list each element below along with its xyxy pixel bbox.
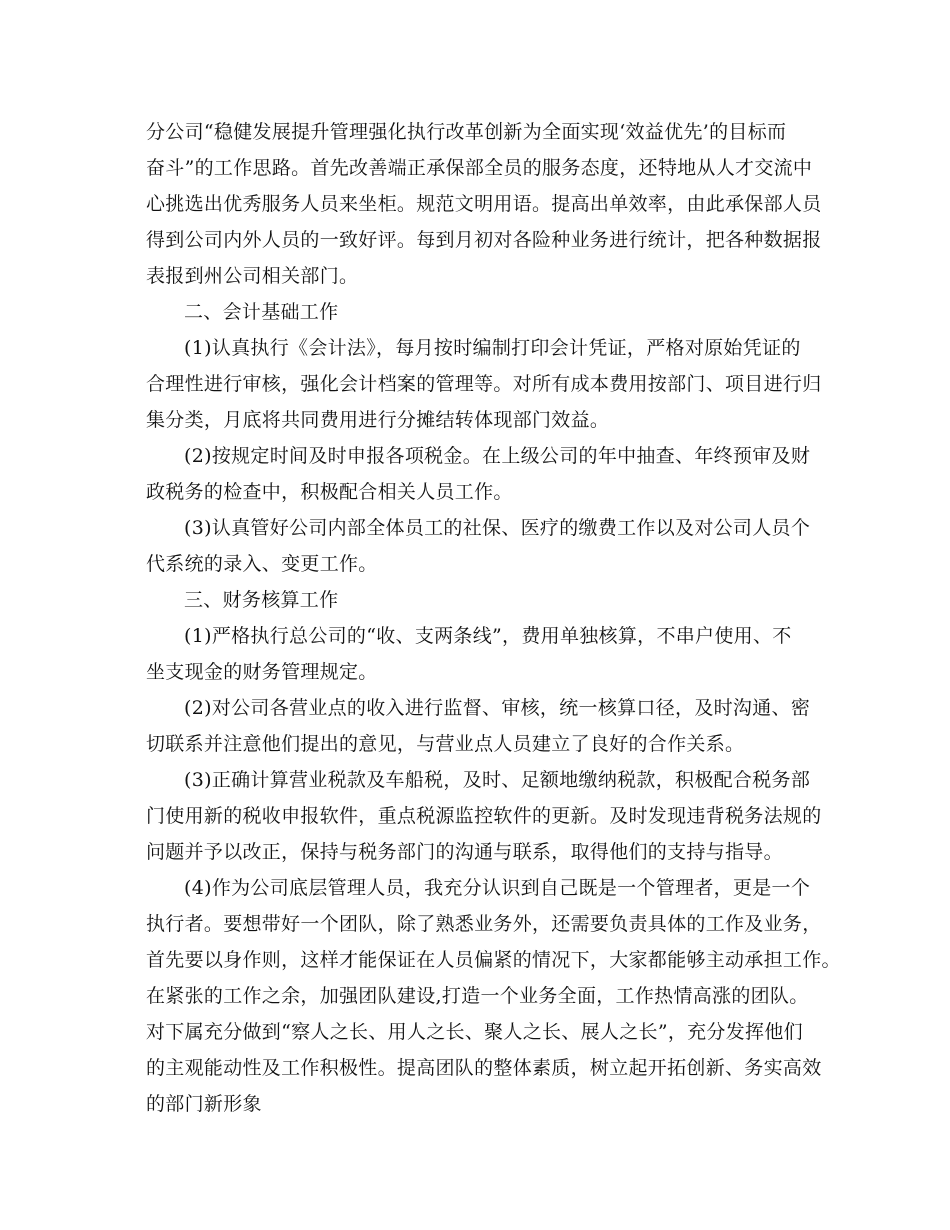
text-line: 表报到州公司相关部门。 <box>146 265 359 287</box>
text-line: 集分类，月底将共同费用进行分摊结转体现部门效益。 <box>146 409 610 431</box>
text-line: (4)作为公司底层管理人员，我充分认识到自己既是一个管理者，更是一个 <box>184 877 811 899</box>
text-line: 首先要以身作则，这样才能保证在人员偏紧的情况下，大家都能够主动承担工作。 <box>146 949 841 971</box>
text-line: 分公司“稳健发展提升管理强化执行改革创新为全面实现‘效益优先’的目标而 <box>146 121 787 143</box>
text-line: 心挑选出优秀服务人员来坐柜。规范文明用语。提高出单效率，由此承保部人员 <box>146 193 822 215</box>
text-line: 得到公司内外人员的一致好评。每到月初对各险种业务进行统计，把各种数据报 <box>146 229 822 251</box>
text-line: (1)认真执行《会计法》，每月按时编制打印会计凭证，严格对原始凭证的 <box>184 337 801 359</box>
text-line: 对下属充分做到“察人之长、用人之长、聚人之长、展人之长”，充分发挥他们 <box>146 1021 803 1043</box>
text-line: 代系统的录入、变更工作。 <box>146 553 378 575</box>
text-line: 奋斗”的工作思路。首先改善端正承保部全员的服务态度，还特地从人才交流中 <box>146 157 813 179</box>
text-line: 的主观能动性及工作积极性。提高团队的整体素质，树立起开拓创新、务实高效 <box>146 1057 822 1079</box>
text-line: (1)严格执行总公司的“收、支两条线”，费用单独核算，不串户使用、不 <box>184 625 792 647</box>
section-heading: 二、会计基础工作 <box>184 301 339 323</box>
text-line: 门使用新的税收申报软件，重点税源监控软件的更新。及时发现违背税务法规的 <box>146 805 822 827</box>
text-line: 在紧张的工作之余，加强团队建设,打造一个业务全面，工作热情高涨的团队。 <box>146 985 809 1007</box>
text-line: 政税务的检查中，积极配合相关人员工作。 <box>146 481 513 503</box>
text-line: (3)正确计算营业税款及车船税，及时、足额地缴纳税款，积极配合税务部 <box>184 769 811 791</box>
text-line: 坐支现金的财务管理规定。 <box>146 661 378 683</box>
text-line: 切联系并注意他们提出的意见，与营业点人员建立了良好的合作关系。 <box>146 733 745 755</box>
text-line: (3)认真管好公司内部全体员工的社保、医疗的缴费工作以及对公司人员个 <box>184 517 811 539</box>
text-line: (2)按规定时间及时申报各项税金。在上级公司的年中抽查、年终预审及财 <box>184 445 811 467</box>
text-line: 合理性进行审核，强化会计档案的管理等。对所有成本费用按部门、项目进行归 <box>146 373 822 395</box>
text-line: 的部门新形象 <box>146 1093 262 1115</box>
section-heading: 三、财务核算工作 <box>184 589 339 611</box>
text-line: 执行者。要想带好一个团队，除了熟悉业务外，还需要负责具体的工作及业务， <box>146 913 822 935</box>
text-line: 问题并予以改正，保持与税务部门的沟通与联系，取得他们的支持与指导。 <box>146 841 783 863</box>
text-line: (2)对公司各营业点的收入进行监督、审核，统一核算口径，及时沟通、密 <box>184 697 811 719</box>
